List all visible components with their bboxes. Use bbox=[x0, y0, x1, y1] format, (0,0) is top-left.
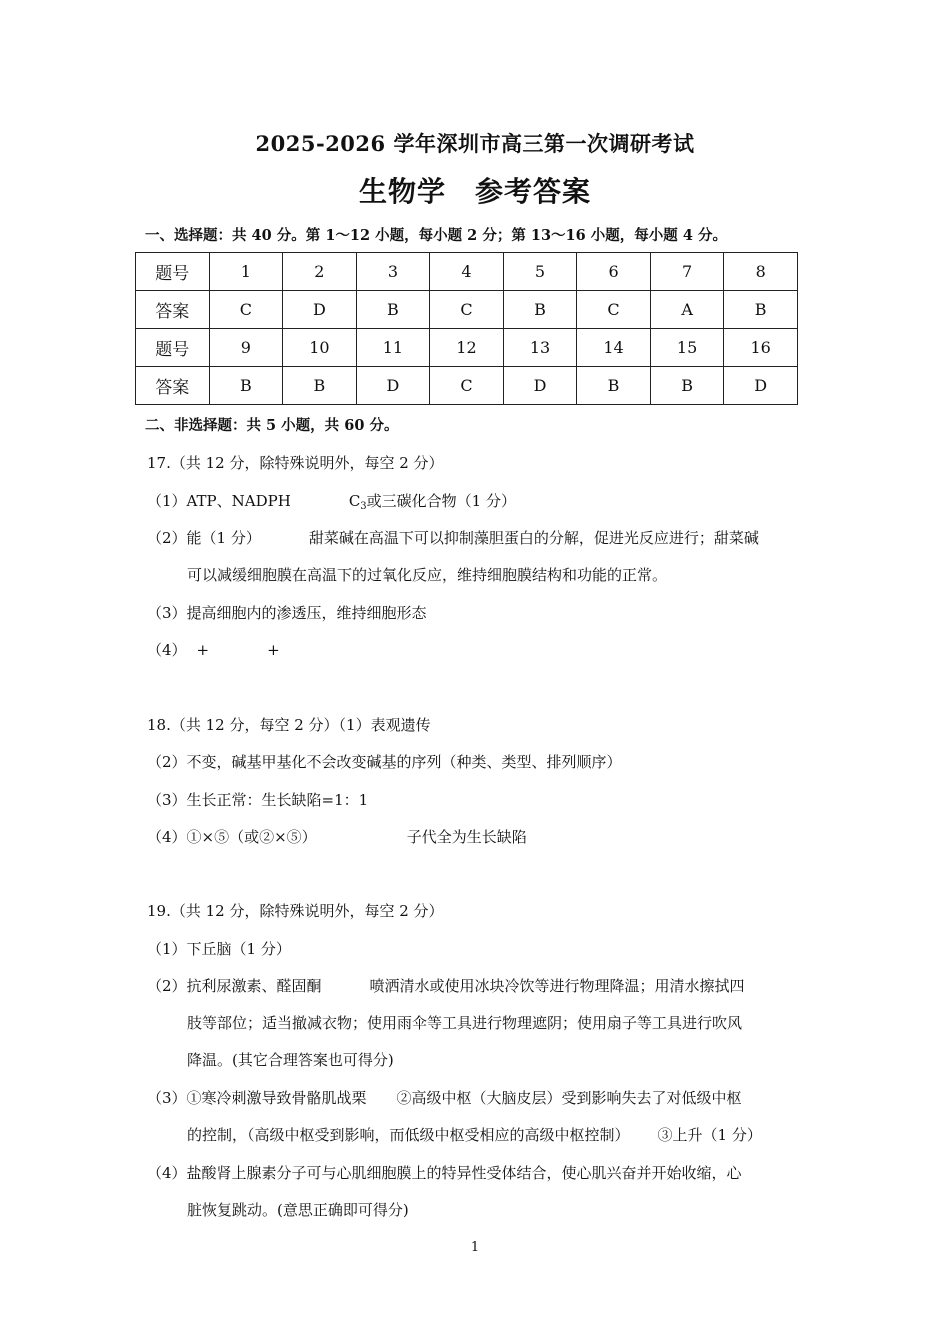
q19-part2-note: 降温。(其它合理答案也可得分) bbox=[187, 1051, 394, 1069]
q19-part2-continued: 肢等部位；适当撤减衣物；使用雨伞等工具进行物理遮阴；使用扇子等工具进行吹风 bbox=[187, 1014, 743, 1032]
q17-part4-symbol-1: + bbox=[196, 641, 210, 659]
q19-part3 bbox=[147, 1087, 742, 1108]
q17-part1 bbox=[147, 490, 516, 512]
q17-part1-answer-b-pre: C bbox=[348, 492, 361, 510]
q18-part4-answer-b: 子代全为生长缺陷 bbox=[406, 828, 527, 846]
q17-part4-label: （4） bbox=[147, 641, 187, 659]
answer-cell: B bbox=[356, 291, 430, 329]
table-row bbox=[136, 291, 798, 329]
question-number: 15 bbox=[650, 329, 724, 367]
q19-part3-continued bbox=[187, 1124, 762, 1145]
answer-cell: D bbox=[503, 367, 577, 405]
answer-cell: B bbox=[577, 367, 651, 405]
table-row bbox=[136, 367, 798, 405]
answer-cell: D bbox=[356, 367, 430, 405]
question-number: 2 bbox=[283, 253, 357, 291]
question-number: 3 bbox=[356, 253, 430, 291]
q19-heading: 19.（共 12 分，除特殊说明外，每空 2 分） bbox=[147, 902, 444, 920]
answer-cell: B bbox=[283, 367, 357, 405]
q19-part2-answer-a: （2）抗利尿激素、醛固酮 bbox=[147, 977, 322, 995]
q17-part2-answer-a: （2）能（1 分） bbox=[147, 529, 261, 547]
q18-part2: （2）不变，碱基甲基化不会改变碱基的序列（种类、类型、排列顺序） bbox=[147, 753, 622, 771]
row-label: 答案 bbox=[136, 291, 210, 329]
question-number: 1 bbox=[209, 253, 283, 291]
q17-part4 bbox=[147, 639, 280, 660]
q19-part3-answer-c: 的控制，（高级中枢受到影响，而低级中枢受相应的高级中枢控制） bbox=[187, 1126, 630, 1144]
q18-part3: （3）生长正常：生长缺陷=1：1 bbox=[147, 791, 369, 809]
question-number: 6 bbox=[577, 253, 651, 291]
row-label: 题号 bbox=[136, 329, 210, 367]
q17-part2-answer-b: 甜菜碱在高温下可以抑制藻胆蛋白的分解，促进光反应进行；甜菜碱 bbox=[308, 529, 759, 547]
question-number: 7 bbox=[650, 253, 724, 291]
question-number: 12 bbox=[430, 329, 504, 367]
answer-cell: C bbox=[430, 367, 504, 405]
question-number: 13 bbox=[503, 329, 577, 367]
section1-heading: 一、选择题：共 40 分。第 1～12 小题，每小题 2 分；第 13～16 小题，每小题 4 分。 bbox=[145, 227, 727, 244]
answer-cell: B bbox=[209, 367, 283, 405]
q17-part1-answer-a: （1）ATP、NADPH bbox=[147, 492, 291, 510]
question-number: 14 bbox=[577, 329, 651, 367]
answer-subtitle: 生物学 参考答案 bbox=[358, 175, 591, 208]
answer-table bbox=[135, 252, 798, 405]
q17-heading: 17.（共 12 分，除特殊说明外，每空 2 分） bbox=[147, 454, 444, 472]
answer-cell: D bbox=[724, 367, 798, 405]
answer-cell: B bbox=[503, 291, 577, 329]
q17-part1-subscript: 3 bbox=[360, 501, 367, 512]
question-number: 5 bbox=[503, 253, 577, 291]
q19-part1: （1）下丘脑（1 分） bbox=[147, 940, 291, 958]
answer-cell: A bbox=[650, 291, 724, 329]
q18-part4 bbox=[147, 826, 527, 847]
question-number: 10 bbox=[283, 329, 357, 367]
q19-part3-answer-a: （3）①寒冷刺激导致骨骼肌战栗 bbox=[147, 1089, 367, 1107]
question-number: 8 bbox=[724, 253, 798, 291]
answer-cell: B bbox=[724, 291, 798, 329]
q19-part2-answer-b: 喷洒清水或使用冰块冷饮等进行物理降温；用清水擦拭四 bbox=[369, 977, 745, 995]
q19-part3-answer-d: ③上升（1 分） bbox=[657, 1126, 762, 1144]
table-row bbox=[136, 329, 798, 367]
q17-part3: （3）提高细胞内的渗透压，维持细胞形态 bbox=[147, 604, 427, 622]
answer-cell: C bbox=[430, 291, 504, 329]
question-number: 9 bbox=[209, 329, 283, 367]
question-number: 4 bbox=[430, 253, 504, 291]
q19-part4-continued: 脏恢复跳动。(意思正确即可得分) bbox=[187, 1201, 409, 1219]
q17-part2 bbox=[147, 527, 759, 548]
q19-part2 bbox=[147, 975, 745, 996]
question-number: 11 bbox=[356, 329, 430, 367]
row-label: 答案 bbox=[136, 367, 210, 405]
answer-cell: C bbox=[209, 291, 283, 329]
q17-part1-answer-b-post: 或三碳化合物（1 分） bbox=[366, 492, 516, 510]
section2-heading: 二、非选择题：共 5 小题，共 60 分。 bbox=[145, 417, 399, 434]
question-number: 16 bbox=[724, 329, 798, 367]
answer-cell: D bbox=[283, 291, 357, 329]
q19-part4: （4）盐酸肾上腺素分子可与心肌细胞膜上的特异性受体结合，使心肌兴奋并开始收缩，心 bbox=[147, 1164, 742, 1182]
page-number: 1 bbox=[470, 1240, 480, 1255]
row-label: 题号 bbox=[136, 253, 210, 291]
answer-cell: C bbox=[577, 291, 651, 329]
q18-part4-answer-a: （4）①×⑤（或②×⑤） bbox=[147, 828, 317, 846]
q18-heading: 18.（共 12 分，每空 2 分）（1）表观遗传 bbox=[147, 716, 431, 734]
table-row bbox=[136, 253, 798, 291]
exam-title: 2025-2026 学年深圳市高三第一次调研考试 bbox=[255, 131, 695, 156]
answer-cell: B bbox=[650, 367, 724, 405]
q17-part4-symbol-2: + bbox=[267, 641, 280, 659]
q19-part3-answer-b: ②高级中枢（大脑皮层）受到影响失去了对低级中枢 bbox=[396, 1089, 742, 1107]
q17-part2-continued: 可以减缓细胞膜在高温下的过氧化反应，维持细胞膜结构和功能的正常。 bbox=[187, 566, 668, 584]
